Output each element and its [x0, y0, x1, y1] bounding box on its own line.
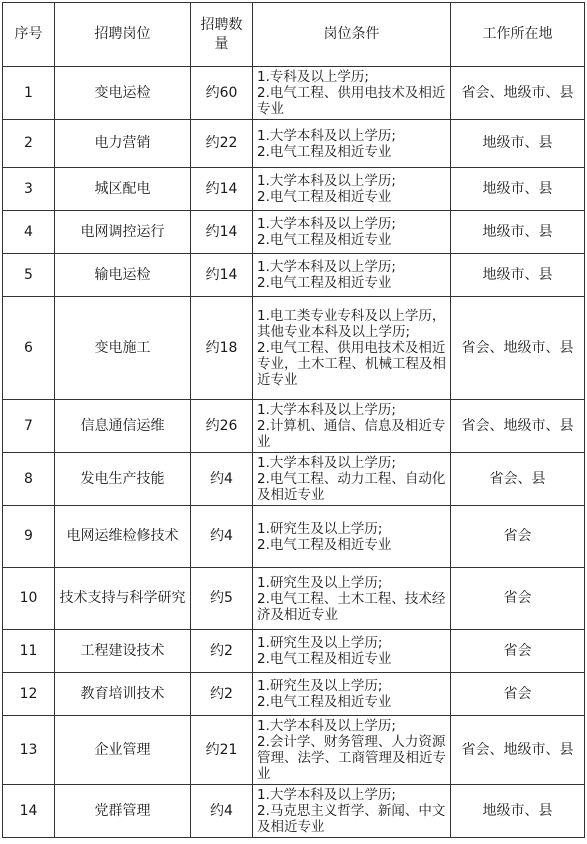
- cell-no: 8: [3, 453, 55, 506]
- cell-no: 14: [3, 785, 55, 838]
- cell-requirements: [253, 673, 451, 716]
- cell-position: 技术支持与科学研究: [55, 568, 191, 630]
- requirement-line: 1.大学本科及以上学历;: [257, 718, 396, 734]
- cell-count: 约4: [191, 785, 253, 838]
- requirement-line: 1.大学本科及以上学历;: [257, 173, 396, 189]
- cell-location: 地级市、县: [451, 785, 585, 838]
- requirement-line: 1.大学本科及以上学历;: [257, 455, 396, 471]
- requirement-line: 1.研究生及以上学历;: [257, 574, 383, 591]
- requirement-line: 2.电气工程及相近专业: [257, 536, 392, 553]
- table-row: [3, 168, 585, 211]
- table-body: [3, 67, 585, 838]
- cell-location: 地级市、县: [451, 211, 585, 254]
- cell-count: 约2: [191, 630, 253, 673]
- requirement-line: 1.大学本科及以上学历;: [257, 787, 396, 803]
- header-position: 招聘岗位: [55, 3, 191, 67]
- header-row: [3, 3, 585, 67]
- table-row: [3, 400, 585, 453]
- cell-no: 5: [3, 254, 55, 297]
- table-row: [3, 297, 585, 400]
- requirement-line: 2.电气工程及相近专业: [257, 275, 392, 291]
- table-row: [3, 630, 585, 673]
- cell-position: 输电运检: [55, 254, 191, 297]
- cell-location: 省会: [451, 673, 585, 716]
- cell-location: 省会: [451, 568, 585, 630]
- cell-count: 约22: [191, 120, 253, 168]
- cell-position: 变电施工: [55, 297, 191, 400]
- requirement-line: 2.电气工程及相近专业: [257, 232, 392, 248]
- cell-count: 约21: [191, 716, 253, 785]
- requirement-line: 1.专科及以上学历;: [257, 69, 369, 85]
- cell-no: 6: [3, 297, 55, 400]
- cell-position: 电网运维检修技术: [55, 506, 191, 568]
- requirement-line: 1.大学本科及以上学历;: [257, 259, 396, 275]
- cell-requirements: [253, 400, 451, 453]
- cell-requirements: [253, 785, 451, 838]
- cell-location: 省会、地级市、县: [451, 400, 585, 453]
- cell-requirements: [253, 630, 451, 673]
- cell-count: 约14: [191, 168, 253, 211]
- cell-position: 企业管理: [55, 716, 191, 785]
- cell-no: 4: [3, 211, 55, 254]
- cell-location: 省会: [451, 630, 585, 673]
- cell-count: 约18: [191, 297, 253, 400]
- cell-location: 省会、地级市、县: [451, 297, 585, 400]
- cell-no: 11: [3, 630, 55, 673]
- cell-no: 1: [3, 67, 55, 120]
- header-count: 招聘数量: [191, 3, 253, 67]
- cell-no: 2: [3, 120, 55, 168]
- recruitment-table: [2, 2, 585, 838]
- cell-requirements: [253, 568, 451, 630]
- cell-requirements: [253, 254, 451, 297]
- cell-position: 工程建设技术: [55, 630, 191, 673]
- cell-count: 约14: [191, 254, 253, 297]
- requirement-line: 1.大学本科及以上学历;: [257, 127, 396, 144]
- table-row: [3, 506, 585, 568]
- cell-position: 党群管理: [55, 785, 191, 838]
- requirement-line: 2.电气工程、动力工程、自动化及相近专业: [257, 471, 446, 503]
- requirement-line: 2.电气工程、土木工程、技术经济及相近专业: [257, 590, 446, 623]
- table-row: [3, 453, 585, 506]
- cell-no: 3: [3, 168, 55, 211]
- requirement-line: 1.大学本科及以上学历;: [257, 216, 396, 232]
- requirement-line: 1.电工类专业专科及以上学历，其他专业本科及以上学历;: [257, 308, 446, 340]
- table-row: [3, 254, 585, 297]
- cell-position: 电力营销: [55, 120, 191, 168]
- requirement-line: 1.研究生及以上学历;: [257, 678, 383, 694]
- table-row: [3, 211, 585, 254]
- cell-count: 约26: [191, 400, 253, 453]
- cell-location: 省会: [451, 506, 585, 568]
- cell-location: 地级市、县: [451, 120, 585, 168]
- cell-position: 信息通信运维: [55, 400, 191, 453]
- cell-requirements: [253, 453, 451, 506]
- cell-location: 省会、地级市、县: [451, 67, 585, 120]
- cell-location: 省会、县: [451, 453, 585, 506]
- cell-count: 约4: [191, 453, 253, 506]
- requirement-line: 2.电气工程及相近专业: [257, 694, 392, 710]
- requirement-line: 2.电气工程及相近专业: [257, 189, 392, 205]
- requirement-line: 2.计算机、通信、信息及相近专业: [257, 418, 446, 450]
- header-location: 工作所在地: [451, 3, 585, 67]
- cell-no: 12: [3, 673, 55, 716]
- cell-no: 9: [3, 506, 55, 568]
- cell-position: 发电生产技能: [55, 453, 191, 506]
- cell-position: 电网调控运行: [55, 211, 191, 254]
- cell-position: 城区配电: [55, 168, 191, 211]
- requirement-line: 1.大学本科及以上学历;: [257, 402, 396, 418]
- table-row: [3, 120, 585, 168]
- cell-position: 教育培训技术: [55, 673, 191, 716]
- cell-location: 省会、地级市、县: [451, 716, 585, 785]
- cell-requirements: [253, 120, 451, 168]
- requirement-line: 2.电气工程及相近专业: [257, 651, 392, 667]
- table-row: [3, 673, 585, 716]
- cell-requirements: [253, 168, 451, 211]
- table-row: [3, 785, 585, 838]
- cell-no: 7: [3, 400, 55, 453]
- header-requirements: 岗位条件: [253, 3, 451, 67]
- cell-count: 约2: [191, 673, 253, 716]
- cell-count: 约14: [191, 211, 253, 254]
- requirement-line: 2.电气工程、供用电技术及相近专业: [257, 85, 446, 117]
- cell-requirements: [253, 506, 451, 568]
- requirement-line: 1.研究生及以上学历;: [257, 520, 383, 537]
- requirement-line: 2.电气工程及相近专业: [257, 143, 392, 160]
- cell-position: 变电运检: [55, 67, 191, 120]
- cell-requirements: [253, 67, 451, 120]
- cell-location: 地级市、县: [451, 168, 585, 211]
- cell-no: 10: [3, 568, 55, 630]
- cell-count: 约5: [191, 568, 253, 630]
- table-row: [3, 716, 585, 785]
- table-row: [3, 568, 585, 630]
- requirement-line: 1.研究生及以上学历;: [257, 635, 383, 651]
- table-row: [3, 67, 585, 120]
- requirement-line: 2.电气工程、供用电技术及相近专业，土木工程、机械工程及相近专业: [257, 340, 446, 388]
- requirement-line: 2.会计学、财务管理、人力资源管理、法学、工商管理及相近专业: [257, 734, 446, 782]
- requirement-line: 2.马克思主义哲学、新闻、中文及相近专业: [257, 803, 446, 835]
- cell-location: 地级市、县: [451, 254, 585, 297]
- cell-requirements: [253, 716, 451, 785]
- cell-count: 约4: [191, 506, 253, 568]
- cell-count: 约60: [191, 67, 253, 120]
- cell-requirements: [253, 297, 451, 400]
- header-no: 序号: [3, 3, 55, 67]
- cell-no: 13: [3, 716, 55, 785]
- cell-requirements: [253, 211, 451, 254]
